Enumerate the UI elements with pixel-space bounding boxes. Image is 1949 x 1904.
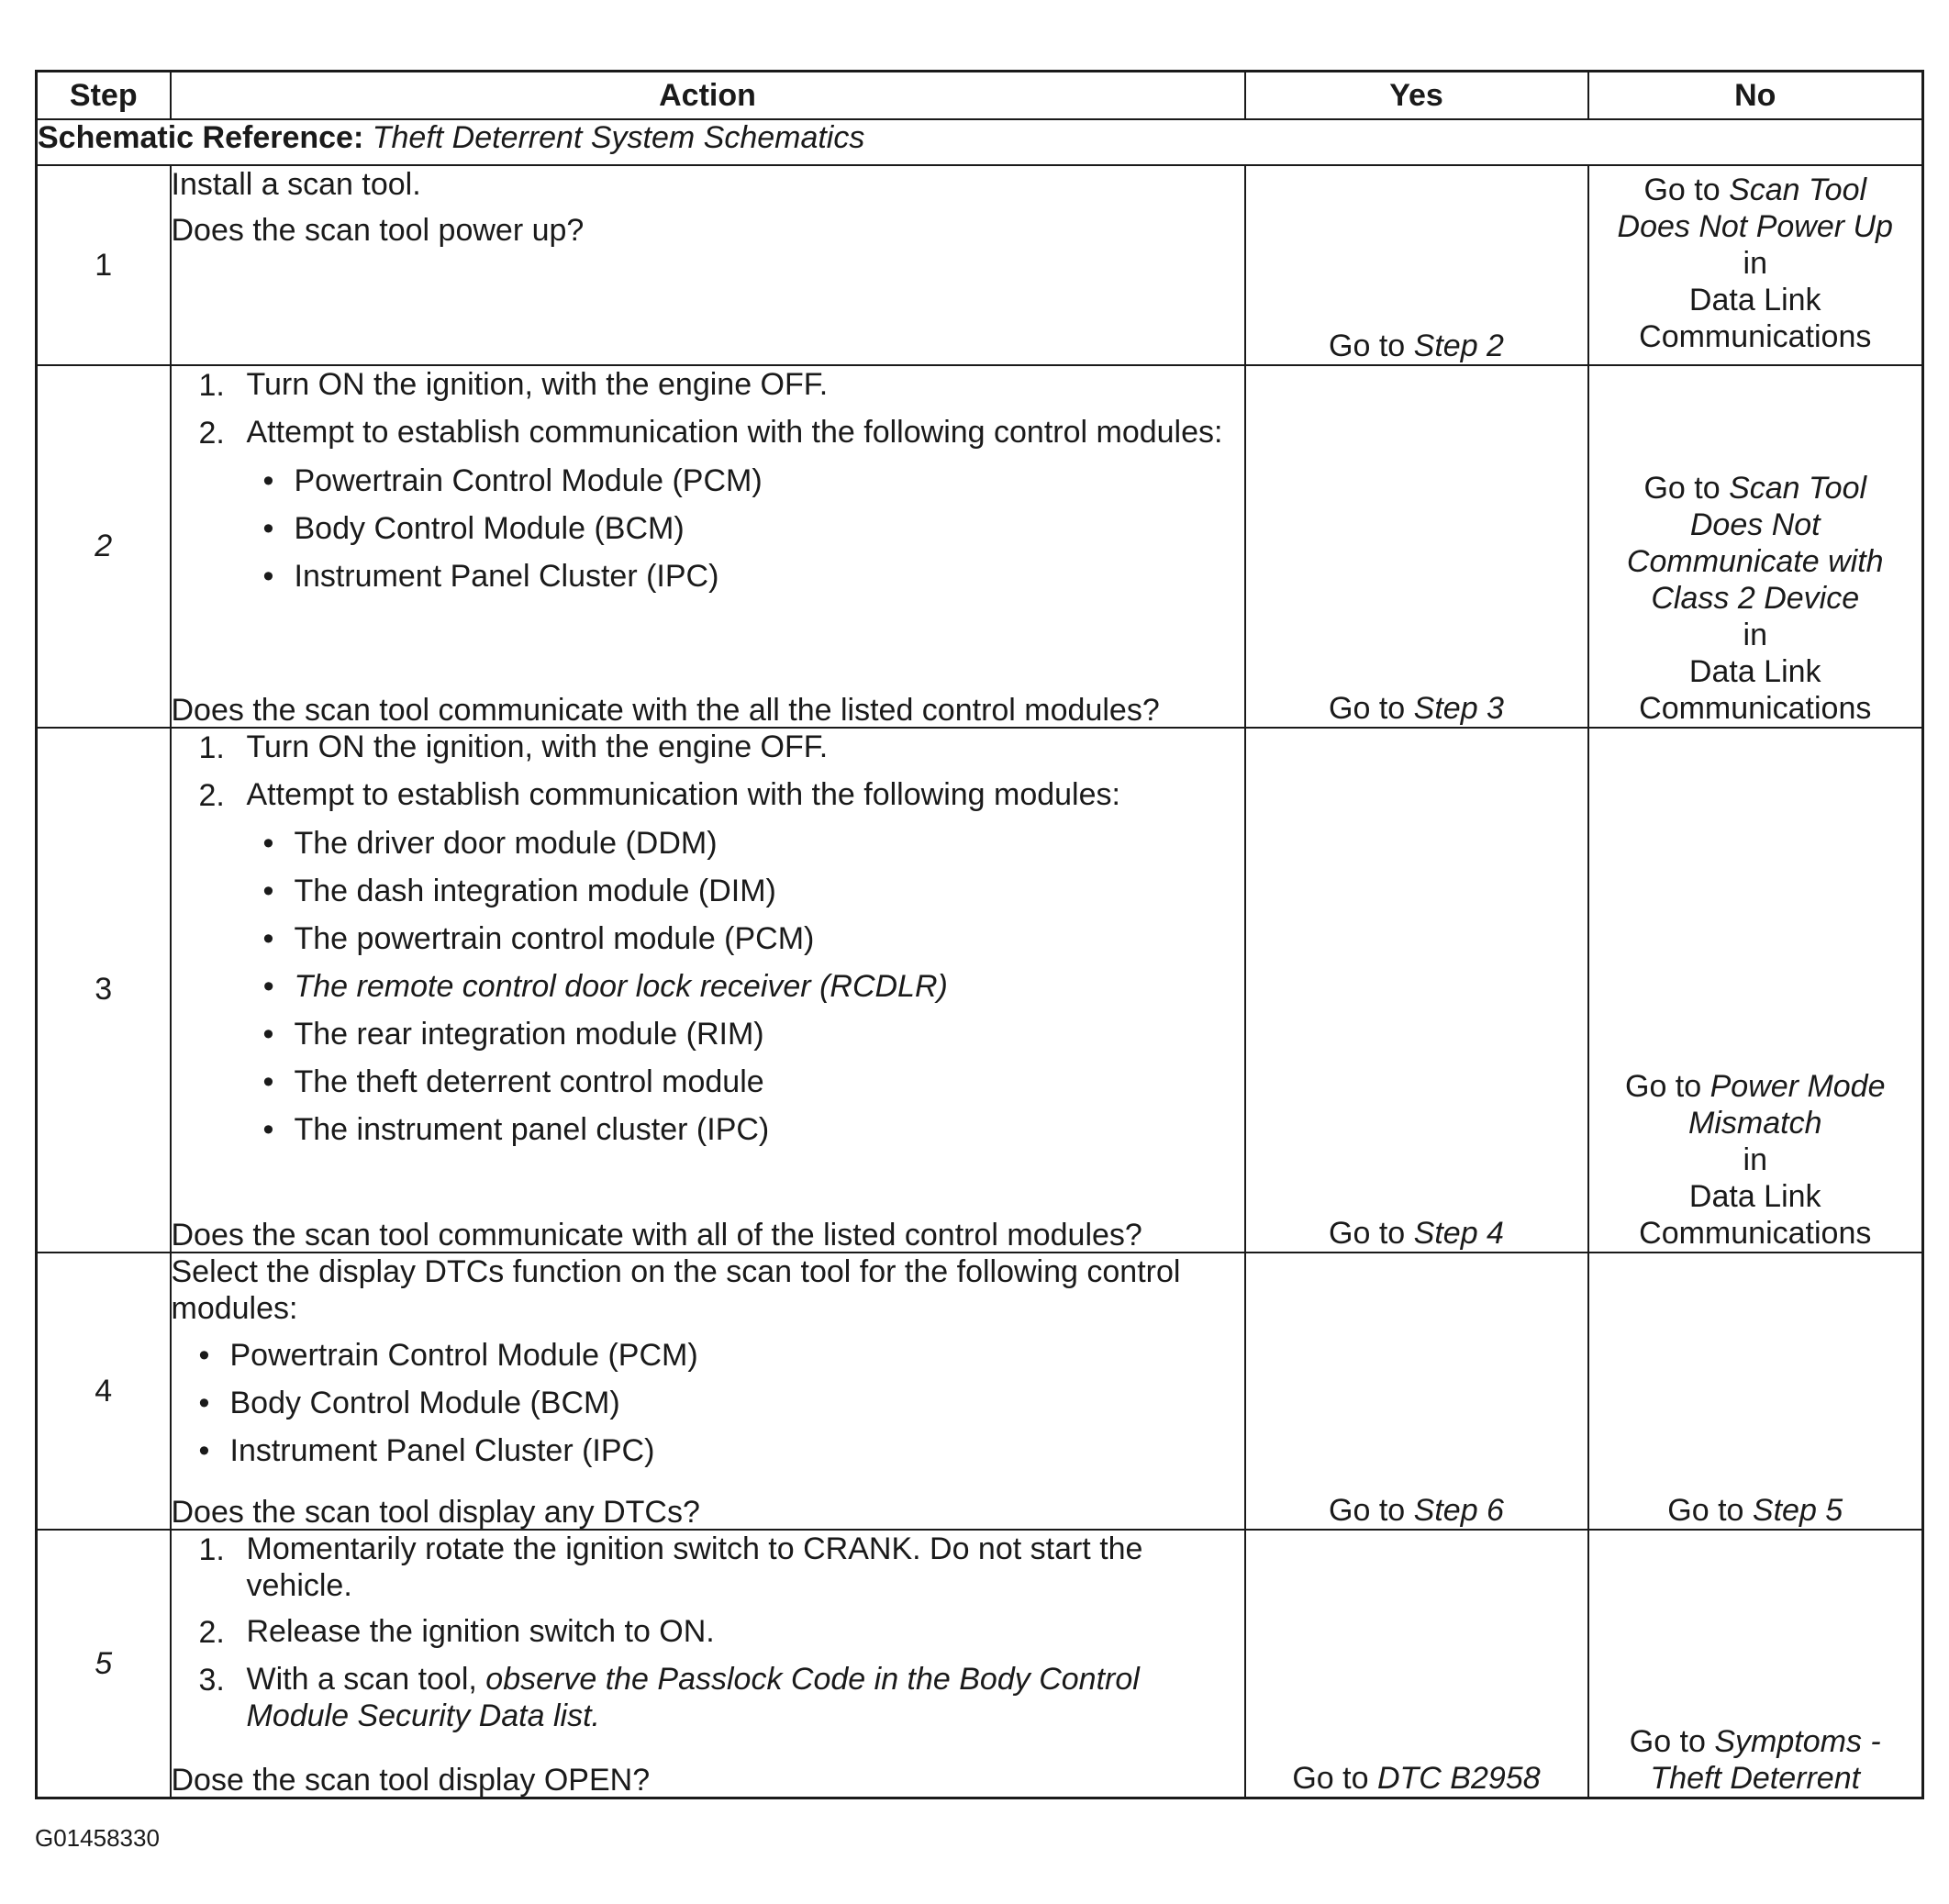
yes-link[interactable]: DTC B2958 <box>1376 1761 1541 1796</box>
list-item: 2. Attempt to establish communication with the following control modules: <box>198 415 1223 451</box>
action-question: Dose the scan tool display OPEN? <box>171 1763 651 1798</box>
list-item: 2. Release the ignition switch to ON. <box>198 1614 715 1651</box>
no-cell[interactable]: Go to Scan Tool Does Not Communicate with Class 2 Device in Data Link Communications <box>1588 365 1923 727</box>
schematic-reference <box>37 119 1923 165</box>
step-number: 5 <box>37 1530 171 1798</box>
header-row <box>37 72 1923 120</box>
list-item: • Body Control Module (BCM) <box>262 511 685 547</box>
action-question: Does the scan tool display any DTCs? <box>171 1495 700 1531</box>
list-item: • The theft deterrent control module <box>262 1063 764 1099</box>
action-cell <box>171 1530 1245 1798</box>
no-link[interactable]: Power Mode <box>1710 1069 1886 1104</box>
header-no: No <box>1588 72 1923 120</box>
step-row-2 <box>37 365 1923 727</box>
step-row-4 <box>37 1253 1923 1530</box>
reference-row <box>37 119 1923 165</box>
list-item: • The rear integration module (RIM) <box>262 1016 764 1052</box>
header-yes: Yes <box>1245 72 1588 120</box>
step-row-3 <box>37 728 1923 1253</box>
action-question: Does the scan tool communicate with all of the listed control modules? <box>171 1218 1142 1253</box>
action-cell <box>171 1253 1245 1530</box>
action-question: Does the scan tool communicate with the all the listed control modules? <box>171 692 1160 728</box>
no-cell[interactable]: Go to Step 5 <box>1588 1253 1923 1530</box>
list-item: • Instrument Panel Cluster (IPC) <box>198 1433 655 1468</box>
action-cell <box>171 728 1245 1253</box>
no-link[interactable]: Scan Tool <box>1729 173 1867 208</box>
action-cell <box>171 365 1245 727</box>
action-question: Does the scan tool power up? <box>171 213 585 249</box>
list-item: 3. With a scan tool, observe the Passlock Code in the Body Control Module Security Data list. <box>198 1662 1140 1734</box>
no-link[interactable]: Step 5 <box>1752 1493 1843 1529</box>
action-text: Select the display DTCs function on the scan tool for the following control modules: <box>171 1254 1181 1326</box>
yes-cell[interactable]: Go to Step 2 <box>1245 165 1588 365</box>
yes-cell[interactable]: Go to Step 3 <box>1245 365 1588 727</box>
yes-link[interactable]: Step 4 <box>1413 1216 1504 1251</box>
list-item: • Powertrain Control Module (PCM) <box>198 1338 698 1373</box>
step-number: 4 <box>37 1253 171 1530</box>
no-link[interactable]: Scan Tool <box>1729 470 1867 506</box>
list-item: 1. Momentarily rotate the ignition switch to CRANK. Do not start the vehicle. <box>198 1531 1143 1604</box>
step-number: 2 <box>37 365 171 727</box>
list-item: • The driver door module (DDM) <box>262 825 718 861</box>
action-text: Install a scan tool. <box>171 167 421 203</box>
yes-cell[interactable]: Go to Step 4 <box>1245 728 1588 1253</box>
no-cell[interactable]: Go to Scan Tool Does Not Power Up in Data Link Communications <box>1588 165 1923 365</box>
list-item: • The powertrain control module (PCM) <box>262 920 815 956</box>
step-row-5 <box>37 1530 1923 1798</box>
yes-link[interactable]: Step 6 <box>1413 1493 1504 1529</box>
step-row-1 <box>37 165 1923 365</box>
yes-link[interactable]: Step 3 <box>1413 690 1504 726</box>
no-cell[interactable]: Go to Symptoms - Theft Deterrent <box>1588 1530 1923 1798</box>
yes-cell[interactable]: Go to DTC B2958 <box>1245 1530 1588 1798</box>
list-item: 1. Turn ON the ignition, with the engine OFF. <box>198 367 829 404</box>
diagnostic-table <box>35 70 1924 1799</box>
list-item: • Powertrain Control Module (PCM) <box>262 463 763 499</box>
list-item: • Instrument Panel Cluster (IPC) <box>262 559 719 595</box>
list-item: • The remote control door lock receiver (RCDLR) <box>262 968 948 1004</box>
list-item: 1. Turn ON the ignition, with the engine OFF. <box>198 729 829 765</box>
header-action: Action <box>171 72 1245 120</box>
reference-link[interactable]: Theft Deterrent System Schematics <box>372 120 865 156</box>
yes-link[interactable]: Step 2 <box>1413 328 1504 364</box>
step-number: 1 <box>37 165 171 365</box>
reference-label: Schematic Reference: <box>38 120 364 156</box>
header-step: Step <box>37 72 171 120</box>
figure-id: G01458330 <box>35 1824 160 1852</box>
list-item: 2. Attempt to establish communication with the following modules: <box>198 776 1120 813</box>
no-cell[interactable]: Go to Power Mode Mismatch in Data Link Communications <box>1588 728 1923 1253</box>
no-link[interactable]: Symptoms - <box>1714 1724 1881 1759</box>
list-item: • The instrument panel cluster (IPC) <box>262 1111 770 1147</box>
yes-cell[interactable]: Go to Step 6 <box>1245 1253 1588 1530</box>
action-cell <box>171 165 1245 365</box>
step-number: 3 <box>37 728 171 1253</box>
list-item: • Body Control Module (BCM) <box>198 1386 620 1420</box>
list-item: • The dash integration module (DIM) <box>262 873 776 908</box>
